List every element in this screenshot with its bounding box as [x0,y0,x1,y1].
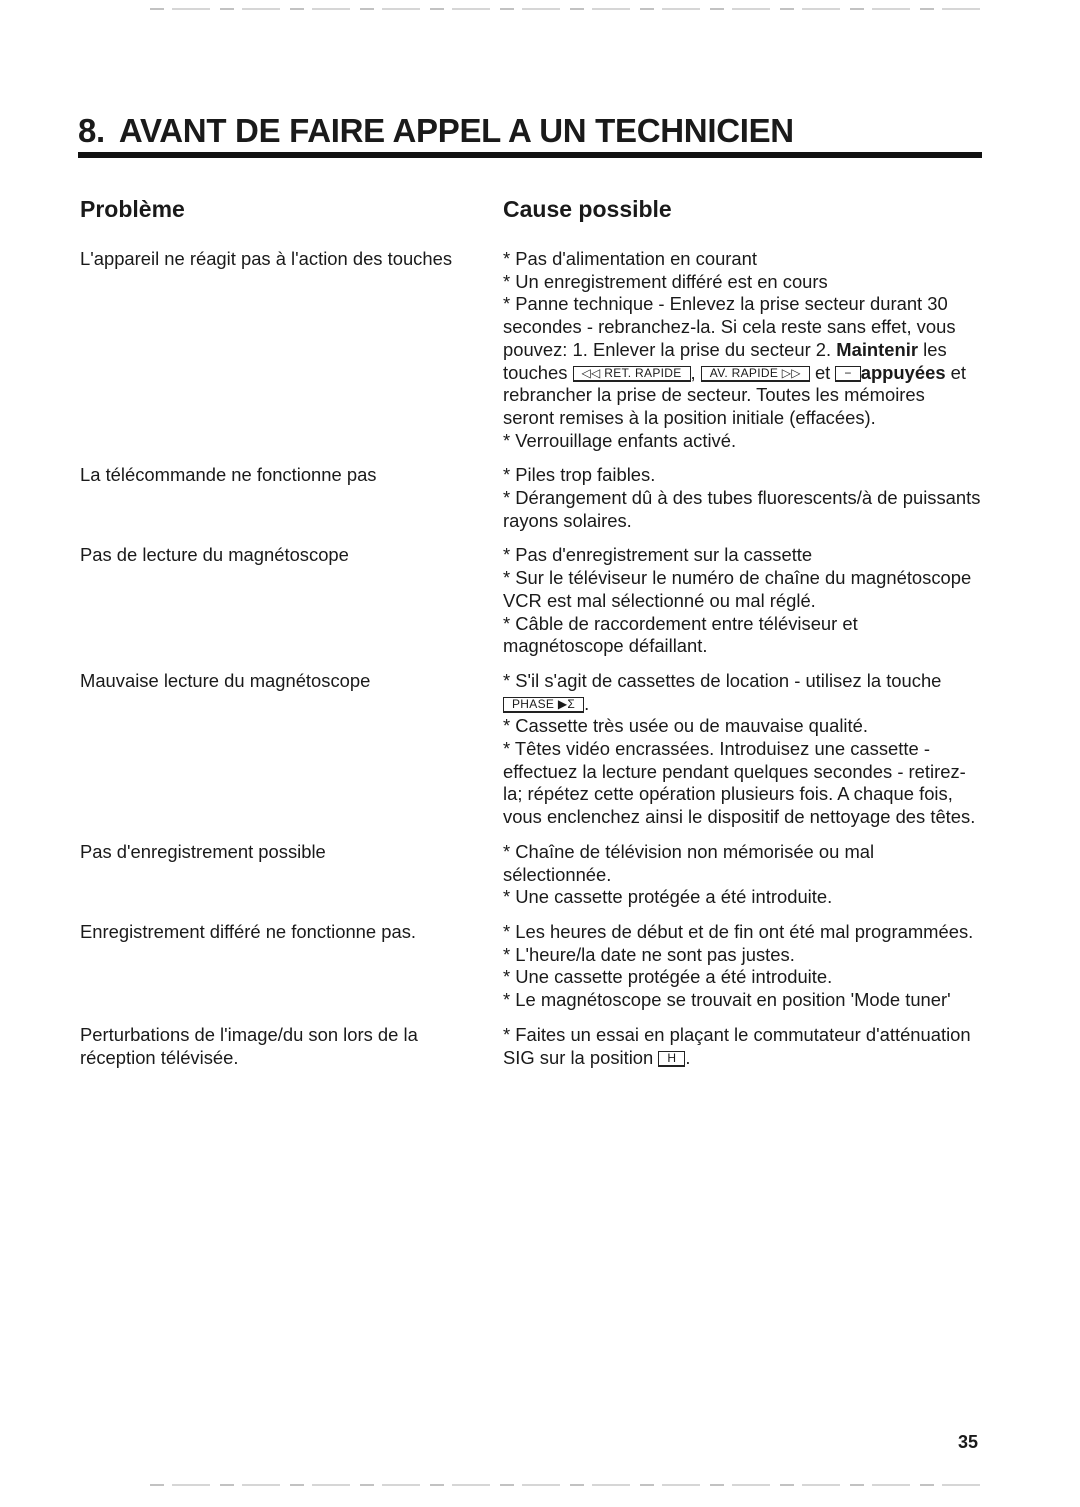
cause-item: * Les heures de début et de fin ont été mal programmées. [503,920,974,942]
title-rule [78,152,982,158]
cause-list [503,841,981,909]
cause-text: . [584,692,590,714]
table-row [0,1024,1080,1069]
cause-text: et rebrancher la prise de secteur. Toutes les mémoires seront remises à la position initiale (effacées). [503,361,967,428]
table-row [0,248,1080,452]
troubleshooting-table [0,248,1080,1081]
cause-text: * S'il s'agit de cassettes de location - utilisez la touche [503,669,942,691]
problem-text: Enregistrement différé ne fonctionne pas. [80,920,417,942]
cause-item: * Chaîne de télévision non mémorisée ou mal sélectionnée. [503,840,875,885]
fast-forward-key-symbol: AV. RAPIDE ▷▷ [701,366,810,382]
problem-text: La télécommande ne fonctionne pas [80,464,377,486]
cause-list [503,248,981,452]
cause-item: * Un enregistrement différé est en cours [503,270,828,292]
cause-item-technical-failure [503,293,981,429]
minus-key-symbol: − [835,366,860,382]
column-header-cause: Cause possible [503,196,672,222]
cause-item-sig-switch [503,1024,981,1069]
scan-artifact-top [150,8,990,10]
table-row [0,544,1080,658]
h-position-key-symbol: H [658,1051,685,1067]
cause-item: * Pas d'alimentation en courant [503,248,757,269]
problem-text: Pas de lecture du magnétoscope [80,544,349,566]
table-row [0,670,1080,829]
cause-item: * Verrouillage enfants activé. [503,429,737,451]
cause-text: * Panne technique - Enlevez la prise secteur durant 30 secondes - rebranchez-la. Si cela reste sans effet, vous pouvez: 1. Enlever la prise du secteur 2. [503,293,956,360]
cause-item: * Le magnétoscope se trouvait en position 'Mode tuner' [503,989,951,1011]
table-row [0,921,1080,1012]
cause-item: * L'heure/la date ne sont pas justes. [503,943,795,965]
cause-list [503,921,981,1012]
cause-text: les touches [503,338,947,383]
page-title [78,112,794,150]
cause-item-rental-cassette [503,670,981,715]
cause-list [503,670,981,829]
cause-list [503,464,981,532]
cause-item: * Une cassette protégée a été introduite. [503,966,833,988]
emphasis-text: Maintenir [836,338,919,360]
table-row [0,841,1080,909]
emphasis-text: appuyées [860,361,946,383]
cause-item: * Dérangement dû à des tubes fluorescents/à de puissants rayons solaires. [503,487,981,531]
problem-text: Perturbations de l'image/du son lors de la réception télévisée. [80,1023,418,1068]
table-row [0,464,1080,532]
cause-item: * Une cassette protégée a été introduite. [503,886,833,908]
section-title: AVANT DE FAIRE APPEL A UN TECHNICIEN [118,112,794,149]
cause-text: , [690,361,701,383]
cause-text: * Faites un essai en plaçant le commutateur d'atténuation SIG sur la position [503,1023,971,1068]
cause-list [503,544,981,658]
cause-item: * Cassette très usée ou de mauvaise qualité. [503,715,868,737]
problem-text: Pas d'enregistrement possible [80,840,326,862]
cause-text: et [809,361,836,383]
cause-text: . [685,1046,691,1068]
cause-item: * Câble de raccordement entre téléviseur et magnétoscope défaillant. [503,612,858,657]
cause-item: * Têtes vidéo encrassées. Introduisez une cassette - effectuez la lecture pendant quelques secondes - retirez-la; répétez cette opération plusieurs fois. A chaque fois, vous enclenchez ainsi le dispositif de nettoyage des têtes. [503,738,976,828]
rewind-key-symbol: ◁◁ RET. RAPIDE [573,366,691,382]
problem-text: Mauvaise lecture du magnétoscope [80,669,371,691]
cause-item: * Piles trop faibles. [503,464,656,486]
cause-item: * Pas d'enregistrement sur la cassette [503,544,813,566]
section-number: 8. [78,112,105,149]
column-header-problem: Problème [80,196,185,222]
cause-list [503,1024,981,1069]
scan-artifact-bottom [150,1484,990,1486]
cause-item: * Sur le téléviseur le numéro de chaîne du magnétoscope VCR est mal sélectionné ou mal réglé. [503,567,972,611]
phase-key-symbol: PHASE ▶Σ [503,697,584,713]
page-number: 35 [958,1432,979,1452]
problem-text: L'appareil ne réagit pas à l'action des touches [80,248,453,269]
